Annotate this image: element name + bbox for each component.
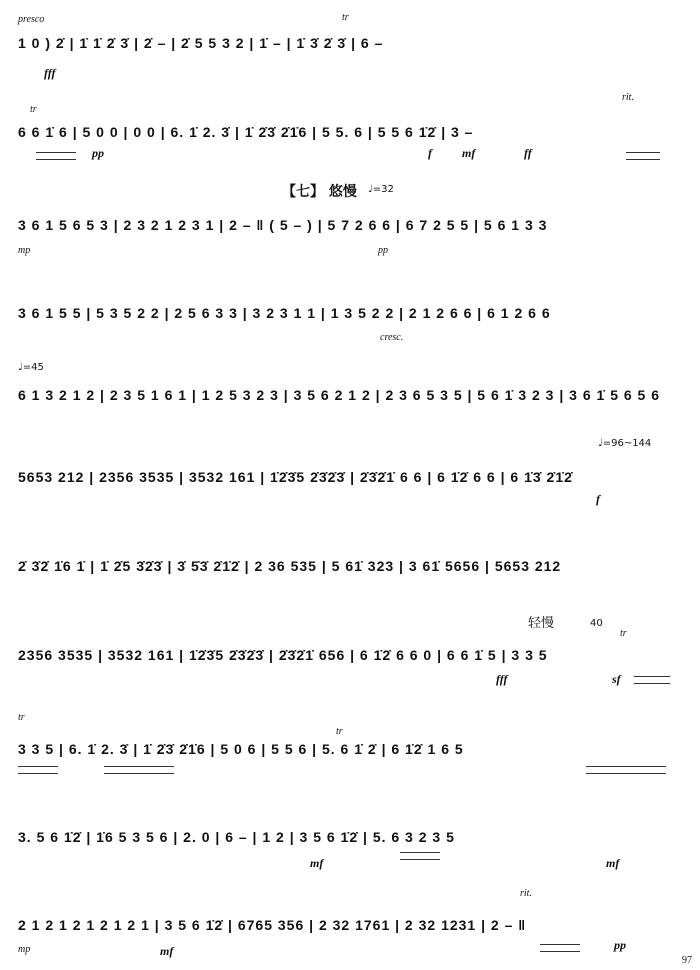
staff-notes: 1 0 ) 2̇ | 1̇ 1̇ 2̇ 3̇ | 2̇ – | 2̇ 5 5 3 2 | 1̇ – | 1̇ 3̇ 2̇ 3̇ | 6 – bbox=[18, 35, 384, 51]
rit-mark: rit. bbox=[520, 888, 532, 899]
fff-mark: fff bbox=[44, 66, 56, 80]
staff-line-2 bbox=[10, 117, 690, 147]
trill-mark: tr bbox=[620, 628, 627, 639]
staff-line-8 bbox=[10, 640, 690, 670]
decrescendo-hairpin bbox=[586, 766, 666, 774]
trill-mark: tr bbox=[336, 726, 343, 737]
trill-mark: tr bbox=[18, 712, 25, 723]
decrescendo-hairpin bbox=[104, 766, 174, 774]
staff-notes: 3 3 5 | 6. 1̇ 2. 3̇ | 1̇ 2̇3̇ 2̇1̇6 | 5 0 6 | 5 5 6 | 5. 6 1̇ 2̇ | 6 1̇2̇ 1 6 5 bbox=[18, 741, 464, 757]
fff-mark: fff bbox=[496, 672, 508, 686]
staff-notes: 6 1 3 2 1 2 | 2 3 5 1 6 1 | 1 2 5 3 2 3 | 3 5 6 2 1 2 | 2 3 6 5 3 5 | 5 6 1̇ 3 2 3 | 3 6 1̇ 5 6 5 6 bbox=[18, 387, 661, 403]
mf-mark: mf bbox=[310, 856, 324, 870]
staff-notes: 3 6 1 5 6 5 3 | 2 3 2 1 2 3 1 | 2 – ‖ ( 5 – ) | 5 7 2 6 6 | 6 7 2 5 5 | 5 6 1 3 3 bbox=[18, 217, 548, 233]
trill-mark: tr bbox=[342, 12, 349, 23]
staff-notes: 6 6 1̇ 6 | 5 0 0 | 0 0 | 6. 1̇ 2. 3̇ | 1̇ 2̇3̇ 2̇1̇6 | 5 5. 6 | 5 5 6 1̇2̇ | 3 – bbox=[18, 124, 474, 140]
presco-mark: presco bbox=[18, 14, 45, 25]
sf-mark: sf bbox=[612, 672, 621, 686]
decrescendo-hairpin bbox=[36, 152, 76, 160]
decrescendo-hairpin bbox=[626, 152, 660, 160]
pp-mark: pp bbox=[614, 938, 626, 952]
staff-notes: 2 1 2 1 2 1 2 1 2 1 | 3 5 6 1̇2̇ | 6765 356 | 2 32 1761 | 2 32 1231 | 2 – ‖ bbox=[18, 917, 527, 933]
staff-line-3 bbox=[10, 210, 690, 240]
f-mark: f bbox=[428, 146, 432, 160]
mf-mark: mf bbox=[462, 146, 476, 160]
staff-line-1 bbox=[10, 28, 690, 58]
page-number: 97 bbox=[682, 955, 692, 966]
staff-line-5 bbox=[10, 380, 690, 410]
cresc-mark: cresc. bbox=[380, 332, 404, 343]
ff-mark: ff bbox=[524, 146, 532, 160]
decrescendo-hairpin bbox=[18, 766, 58, 774]
staff-notes: 2̇ 3̇2̇ 1̇6 1̇ | 1̇ 2̇5 3̇2̇3̇ | 3̇ 5̇3̇ 2̇1̇2̇ | 2 36 535 | 5 61̇ 323 | 3 61̇ 5656 | 5653 212 bbox=[18, 558, 562, 574]
staff-line-7 bbox=[10, 551, 690, 581]
staff-notes: 3 6 1 5 5 | 5 3 5 2 2 | 2 5 6 3 3 | 3 2 3 1 1 | 1 3 5 2 2 | 2 1 2 6 6 | 6 1 2 6 6 bbox=[18, 305, 551, 321]
tempo-mark: 40 bbox=[590, 618, 603, 629]
staff-line-11 bbox=[10, 910, 690, 940]
tempo-mark: ♩=45 bbox=[18, 362, 44, 373]
staff-line-6 bbox=[10, 462, 690, 492]
f-mark: f bbox=[596, 492, 600, 506]
staff-notes: 5653 212 | 2356 3535 | 3532 161 | 1̇2̇3̇5 2̇3̇2̇3̇ | 2̇3̇2̇1̇ 6 6 | 6 1̇2̇ 6 6 | 6 1̇3̇ 2̇1̇2̇ bbox=[18, 469, 573, 485]
tempo-mark: ♩=96~144 bbox=[598, 438, 652, 449]
decrescendo-hairpin bbox=[400, 852, 440, 860]
staff-line-4 bbox=[10, 298, 690, 328]
staff-notes: 3. 5 6 1̇2̇ | 1̇6 5 3 5 6 | 2. 0 | 6 – | 1 2 | 3 5 6 1̇2̇ | 5. 6 3 2 3 5 bbox=[18, 829, 455, 845]
staff-line-10 bbox=[10, 822, 690, 852]
mp-mark: mp bbox=[18, 245, 31, 256]
rit-mark: rit. bbox=[622, 92, 634, 103]
section-title: 【七】 悠慢 bbox=[282, 184, 357, 200]
staff-line-9 bbox=[10, 734, 690, 764]
slow-annotation: 轻慢 bbox=[528, 616, 555, 631]
pp-mark: pp bbox=[378, 245, 388, 256]
staff-notes: 2356 3535 | 3532 161 | 1̇2̇3̇5 2̇3̇2̇3̇ | 2̇3̇2̇1̇ 656 | 6 1̇2̇ 6 6 0 | 6 6 1̇ 5 | 3 3 5 bbox=[18, 647, 548, 663]
mp-mark: mp bbox=[18, 944, 31, 955]
decrescendo-hairpin bbox=[634, 676, 670, 684]
tempo-mark: ♩=32 bbox=[368, 184, 394, 195]
mf-mark: mf bbox=[160, 944, 174, 958]
mf-mark: mf bbox=[606, 856, 620, 870]
decrescendo-hairpin bbox=[540, 944, 580, 952]
pp-mark: pp bbox=[92, 146, 104, 160]
trill-mark: tr bbox=[30, 104, 37, 115]
